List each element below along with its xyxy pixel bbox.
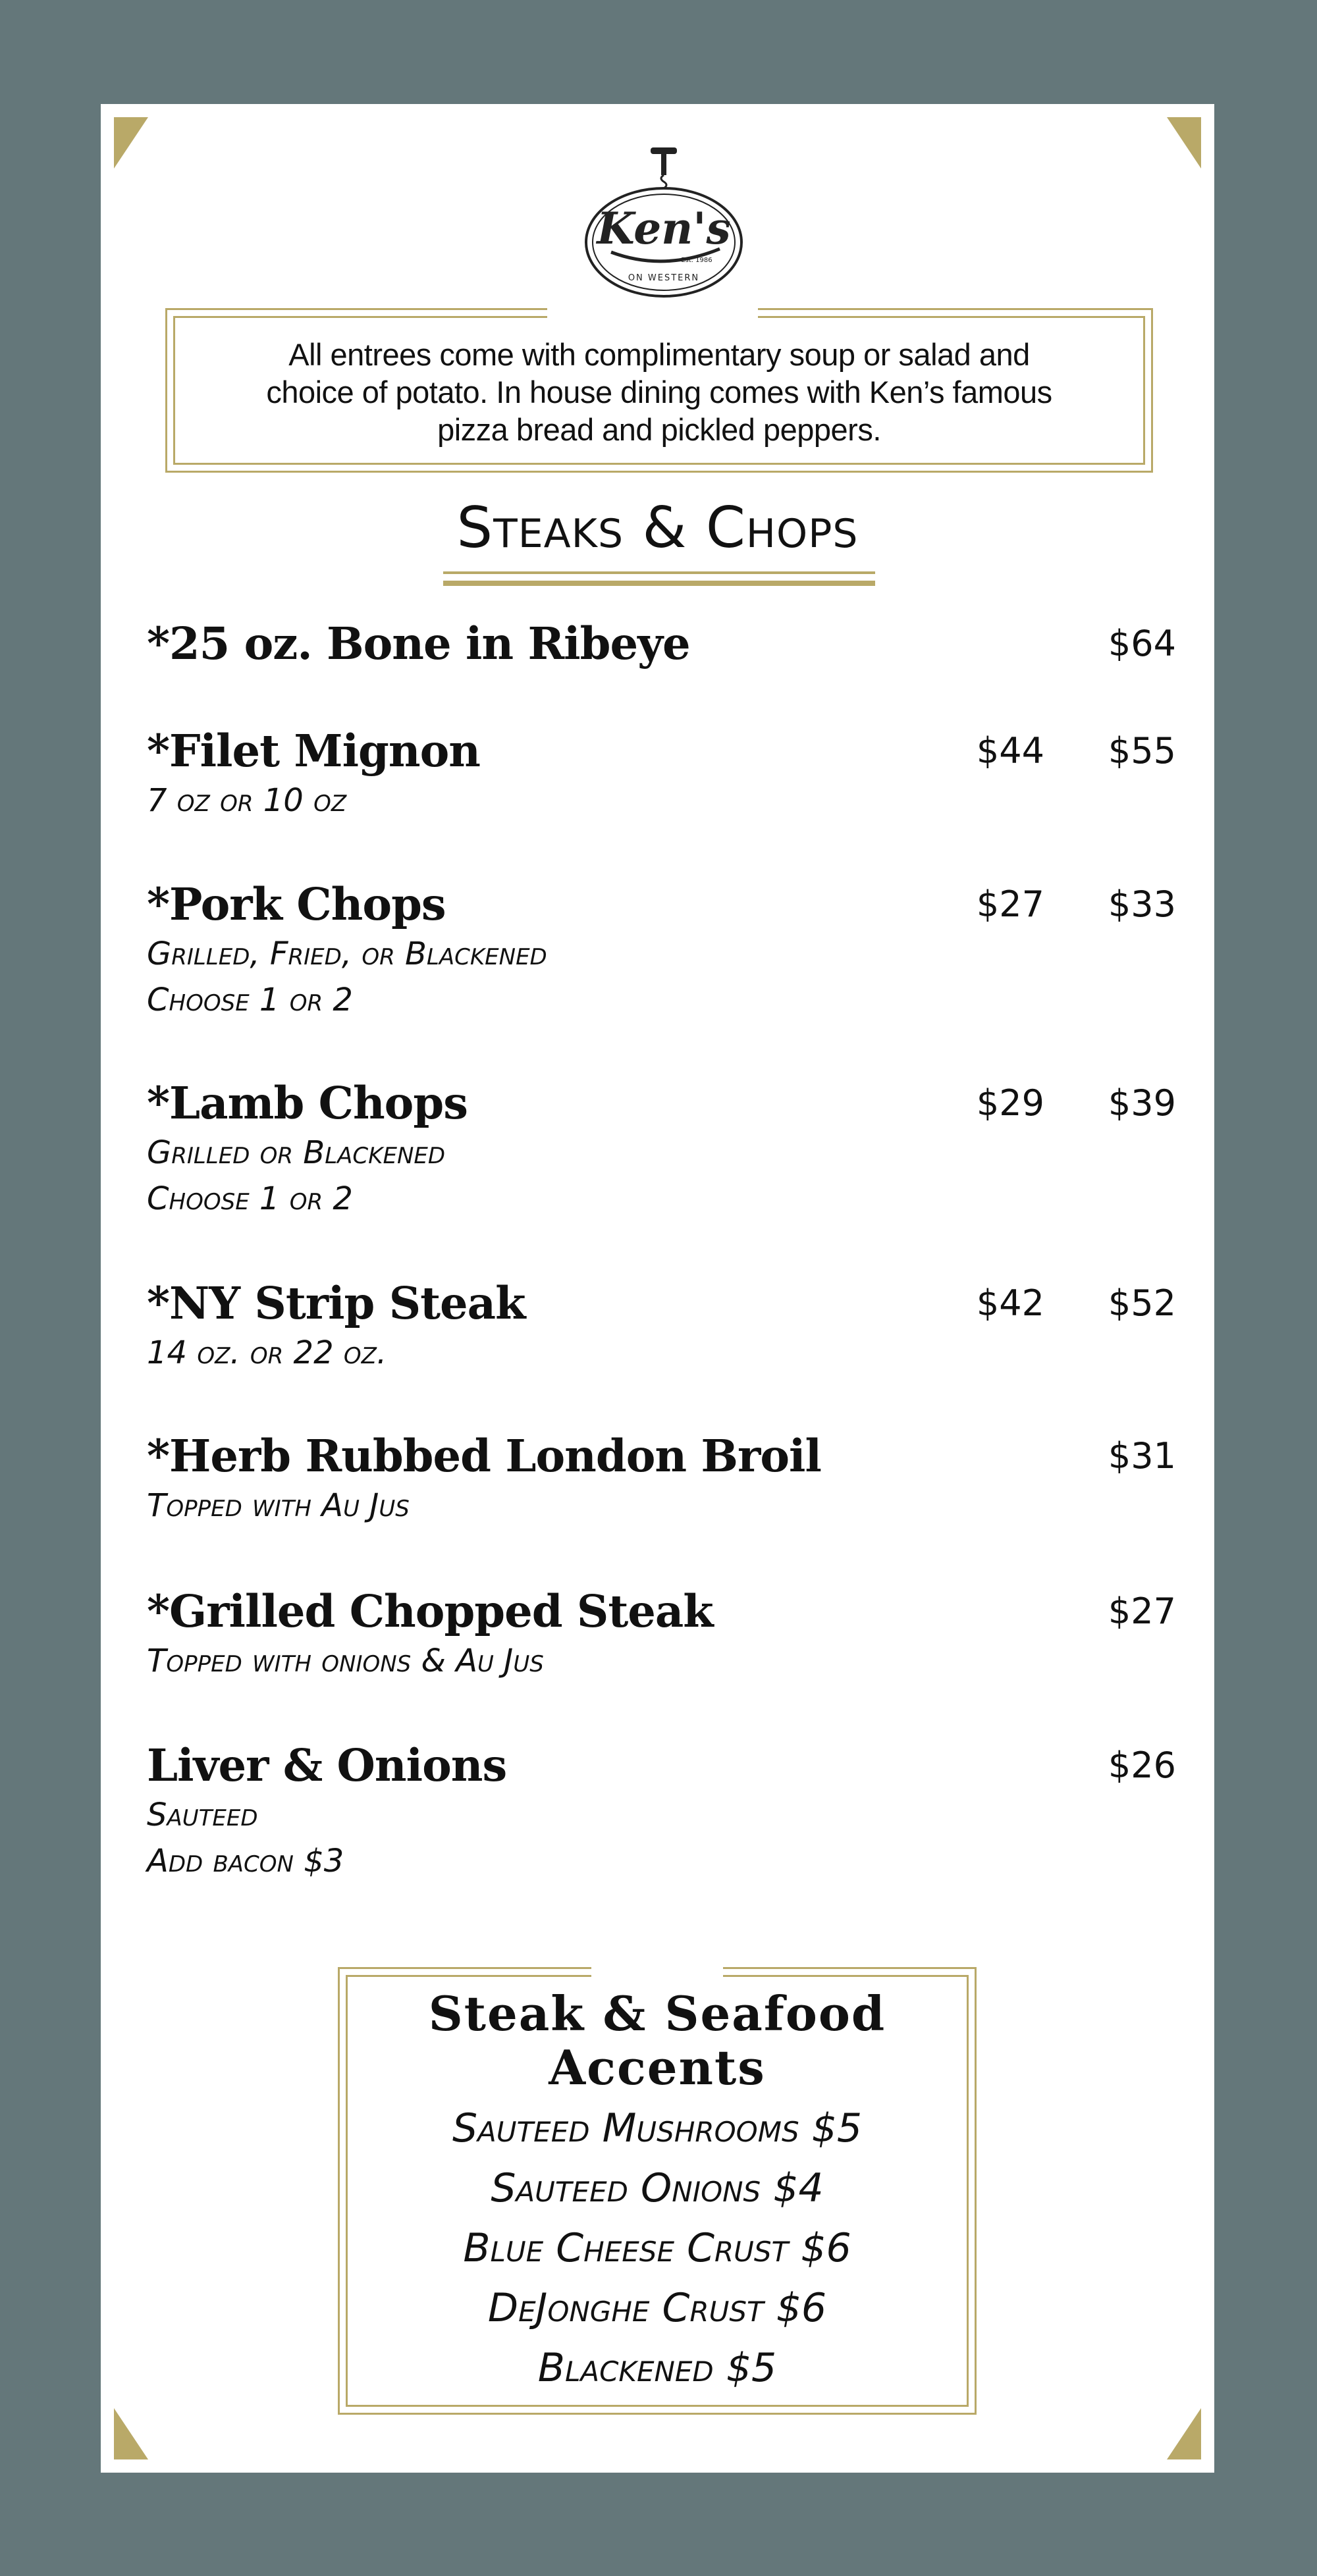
item-name: *Grilled Chopped Steak (147, 1585, 713, 1637)
accents-list (338, 2099, 977, 2398)
item-description: Topped with onions & Au Jus (147, 1643, 544, 1679)
item-price-large: $52 (1108, 1282, 1176, 1324)
item-name: *NY Strip Steak (147, 1277, 525, 1329)
accent-item: DeJonghe Crust $6 (487, 2285, 827, 2331)
section-title: Steaks & Chops (456, 495, 859, 561)
corner-ornament-top-left (114, 117, 148, 169)
item-description: Choose 1 or 2 (147, 1180, 353, 1217)
accents-title-line-1: Steak & Seafood (428, 1985, 886, 2041)
menu-item (147, 1277, 1176, 1376)
item-description: 14 oz. or 22 oz. (147, 1334, 387, 1371)
menu-item (147, 1739, 1176, 1884)
menu-item (147, 725, 1176, 824)
item-name: Liver & Onions (147, 1739, 507, 1791)
menu-item (147, 878, 1176, 1023)
menu-item (147, 618, 1176, 670)
item-name: *Filet Mignon (147, 725, 480, 777)
accent-item: Blackened $5 (537, 2345, 777, 2391)
item-price: $64 (1108, 623, 1176, 664)
title-rule-thick (443, 581, 875, 586)
menu-item (147, 1077, 1176, 1222)
accents-title (338, 1987, 977, 2095)
item-price-large: $55 (1108, 730, 1176, 772)
item-description: Grilled, Fried, or Blackened (147, 935, 547, 972)
item-name: *Lamb Chops (147, 1077, 468, 1129)
item-description: Choose 1 or 2 (147, 982, 353, 1018)
item-price-small: $44 (976, 730, 1044, 772)
logo-tagline: ON WESTERN (628, 273, 700, 283)
accent-item: Sauteed Mushrooms $5 (452, 2105, 863, 2151)
kens-logo (575, 144, 753, 302)
item-price: $27 (1108, 1590, 1176, 1632)
item-price-small: $27 (976, 883, 1044, 925)
item-description: 7 oz or 10 oz (147, 782, 347, 819)
item-name: *Herb Rubbed London Broil (147, 1430, 821, 1482)
item-price-large: $39 (1108, 1082, 1176, 1124)
accent-item: Blue Cheese Crust $6 (463, 2225, 851, 2271)
logo-est: Est. 1986 (681, 257, 712, 264)
item-description: Topped with Au Jus (147, 1487, 410, 1524)
logo-name: Ken's (597, 203, 731, 254)
item-name: *Pork Chops (147, 878, 446, 930)
intro-box (165, 308, 1153, 473)
item-price-large: $33 (1108, 883, 1176, 925)
accents-box (338, 1967, 977, 2415)
item-description: Sauteed (147, 1797, 258, 1833)
item-price-small: $42 (976, 1282, 1044, 1324)
intro-line-3: pizza bread and pickled peppers. (437, 412, 881, 447)
intro-text (205, 336, 1114, 448)
corner-ornament-top-right (1167, 117, 1201, 169)
item-description: Grilled or Blackened (147, 1134, 446, 1171)
item-price-small: $29 (976, 1082, 1044, 1124)
item-name: *25 oz. Bone in Ribeye (147, 618, 690, 670)
menu-item (147, 1585, 1176, 1684)
menu-page (103, 107, 1212, 2470)
corner-ornament-bottom-right (1167, 2408, 1201, 2459)
intro-line-2: choice of potato. In house dining comes with Ken’s famous (266, 375, 1052, 409)
title-rule (443, 571, 875, 574)
item-price: $26 (1108, 1745, 1176, 1786)
accent-item: Sauteed Onions $4 (491, 2165, 824, 2211)
corner-ornament-bottom-left (114, 2408, 148, 2459)
accents-title-line-2: Accents (549, 2039, 766, 2095)
intro-line-1: All entrees come with complimentary soup or salad and (288, 337, 1030, 372)
menu-item (147, 1430, 1176, 1529)
item-price: $31 (1108, 1435, 1176, 1477)
item-description: Add bacon $3 (147, 1843, 344, 1879)
